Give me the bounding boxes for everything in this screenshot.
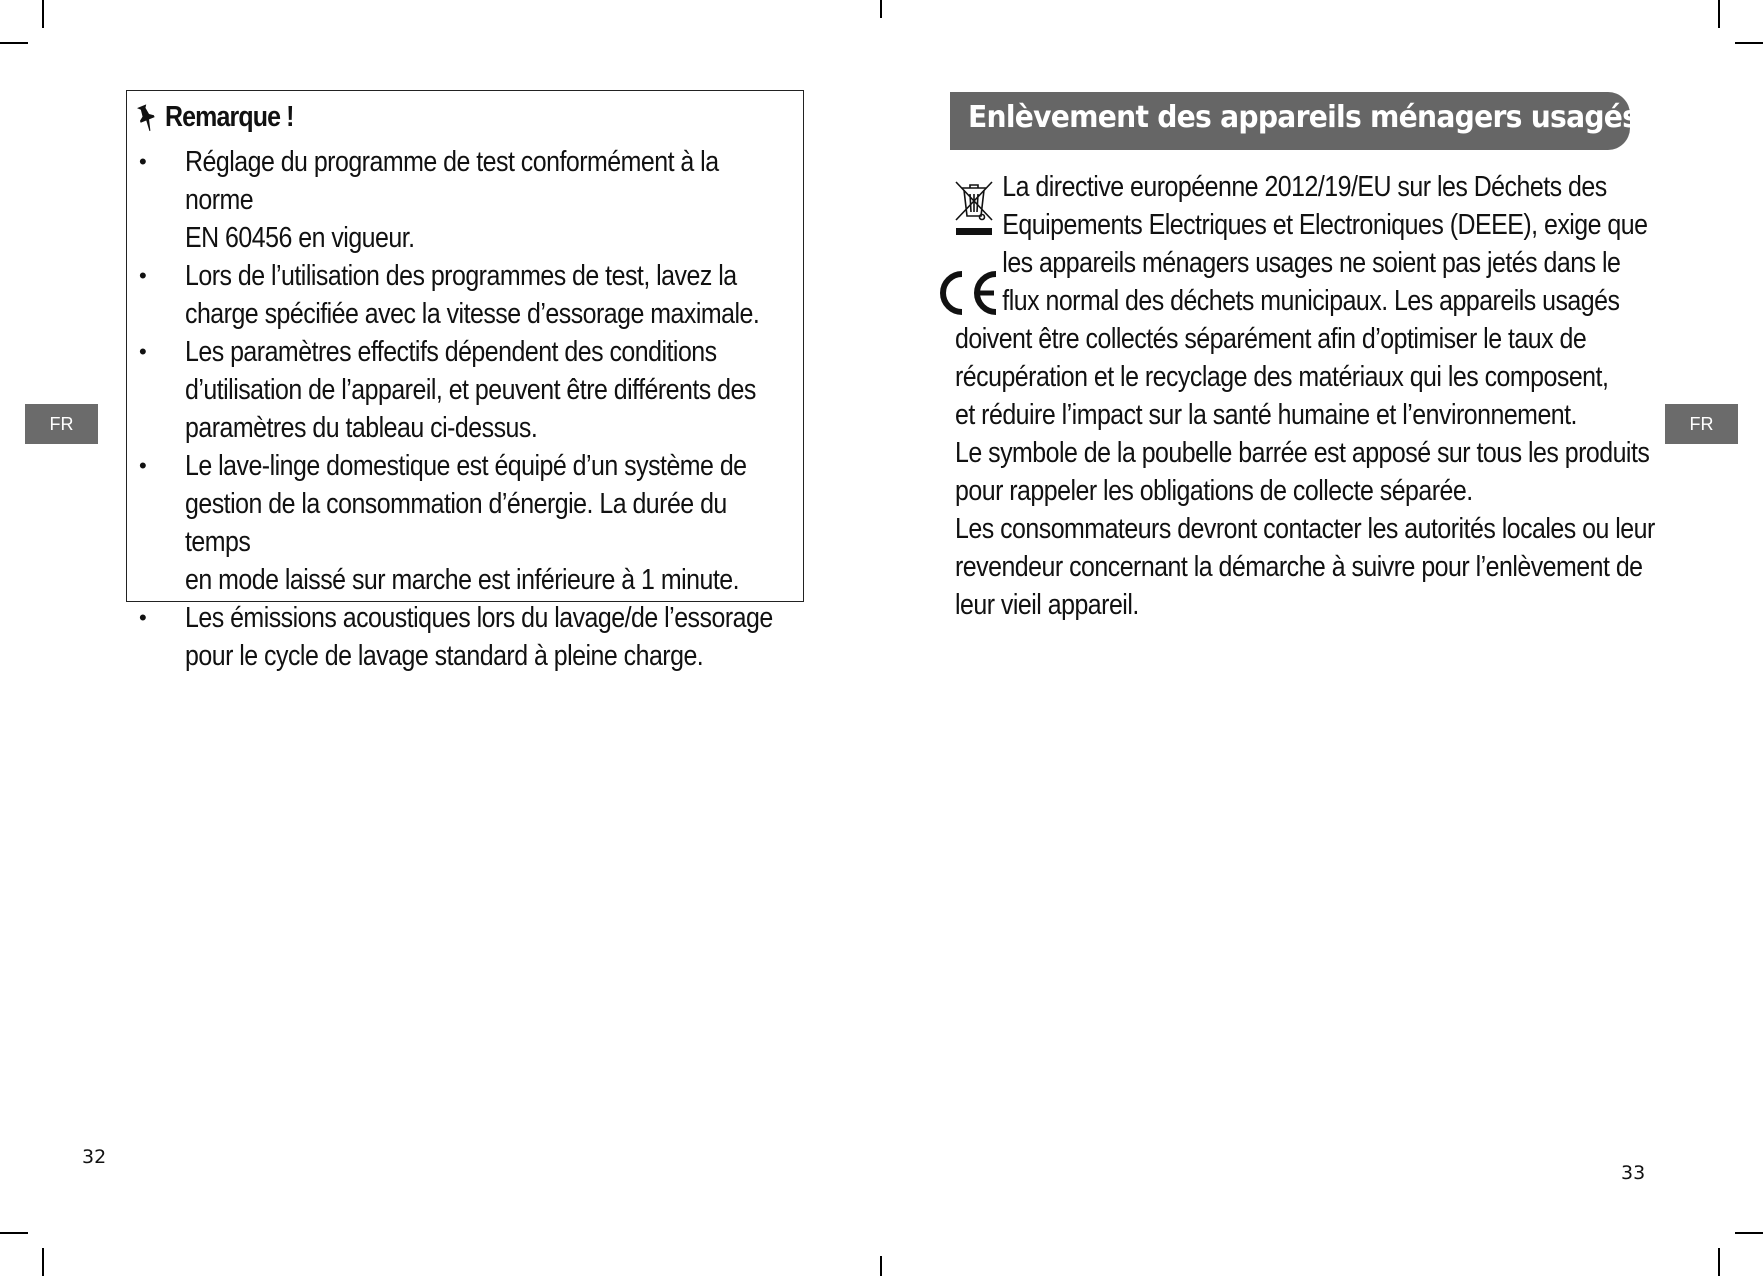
section-header — [950, 92, 1639, 150]
section-title: Enlèvement des appareils ménagers usagés — [968, 100, 1639, 135]
list-item-line: Réglage du programme de test conformément à la norme — [185, 146, 719, 216]
list-item-line: Les paramètres effectifs dépendent des conditions — [185, 336, 717, 368]
list-item-line: Lors de l’utilisation des programmes de test, lavez la — [185, 260, 737, 292]
list-item-line: charge spécifiée avec la vitesse d’essorage maximale. — [185, 298, 760, 330]
remark-title — [137, 101, 315, 134]
language-tab-left: FR — [25, 404, 98, 444]
body-text — [955, 168, 1655, 624]
bullet: • — [139, 149, 147, 174]
body-line: doivent être collectés séparément afin d’optimiser le taux de — [955, 323, 1587, 355]
body-line: et réduire l’impact sur la santé humaine et l’environnement. — [955, 399, 1577, 431]
bullet: • — [139, 605, 147, 630]
bullet: • — [139, 263, 147, 288]
page-number-right: 33 — [1621, 1162, 1646, 1184]
remark-list — [127, 143, 805, 675]
body-line: pour rappeler les obligations de collecte séparée. — [955, 475, 1473, 507]
crop-mark — [1718, 0, 1720, 28]
remark-title-text: Remarque ! — [165, 101, 294, 133]
list-item-line: paramètres du tableau ci-dessus. — [185, 412, 538, 444]
crop-mark — [1735, 42, 1763, 44]
list-item — [127, 143, 805, 257]
list-item — [127, 257, 805, 333]
list-item-line: Les émissions acoustiques lors du lavage/de l’essorage — [185, 602, 773, 634]
left-page — [0, 0, 881, 1276]
page-number-left: 32 — [82, 1146, 107, 1168]
crop-mark — [1718, 1248, 1720, 1276]
body-line: flux normal des déchets municipaux. Les appareils usagés — [1002, 285, 1620, 317]
list-item-line: pour le cycle de lavage standard à pleine charge. — [185, 640, 704, 672]
body-line: Les consommateurs devront contacter les autorités locales ou leur — [955, 513, 1655, 545]
body-line: revendeur concernant la démarche à suivre pour l’enlèvement de — [955, 551, 1643, 583]
pushpin-icon — [137, 103, 161, 133]
language-tab-right: FR — [1665, 404, 1738, 444]
list-item — [127, 447, 805, 599]
bullet: • — [139, 339, 147, 364]
body-line: La directive européenne 2012/19/EU sur les Déchets des — [1002, 171, 1607, 203]
list-item — [127, 333, 805, 447]
body-line: leur vieil appareil. — [955, 589, 1139, 621]
bullet: • — [139, 453, 147, 478]
list-item-line: EN 60456 en vigueur. — [185, 222, 415, 254]
body-line: récupération et le recyclage des matériaux qui les composent, — [955, 361, 1609, 393]
list-item — [127, 599, 805, 675]
list-item-line: en mode laissé sur marche est inférieure à 1 minute. — [185, 564, 740, 596]
body-line: Equipements Electriques et Electroniques (DEEE), exige que — [1002, 209, 1648, 241]
list-item-line: gestion de la consommation d’énergie. La durée du temps — [185, 488, 727, 558]
body-line: les appareils ménagers usages ne soient pas jetés dans le — [1002, 247, 1621, 279]
crop-mark — [1735, 1232, 1763, 1234]
remark-box — [126, 90, 804, 672]
body-line: Le symbole de la poubelle barrée est apposé sur tous les produits — [955, 437, 1650, 469]
list-item-line: Le lave-linge domestique est équipé d’un système de — [185, 450, 747, 482]
list-item-line: d’utilisation de l’appareil, et peuvent être différents des — [185, 374, 756, 406]
